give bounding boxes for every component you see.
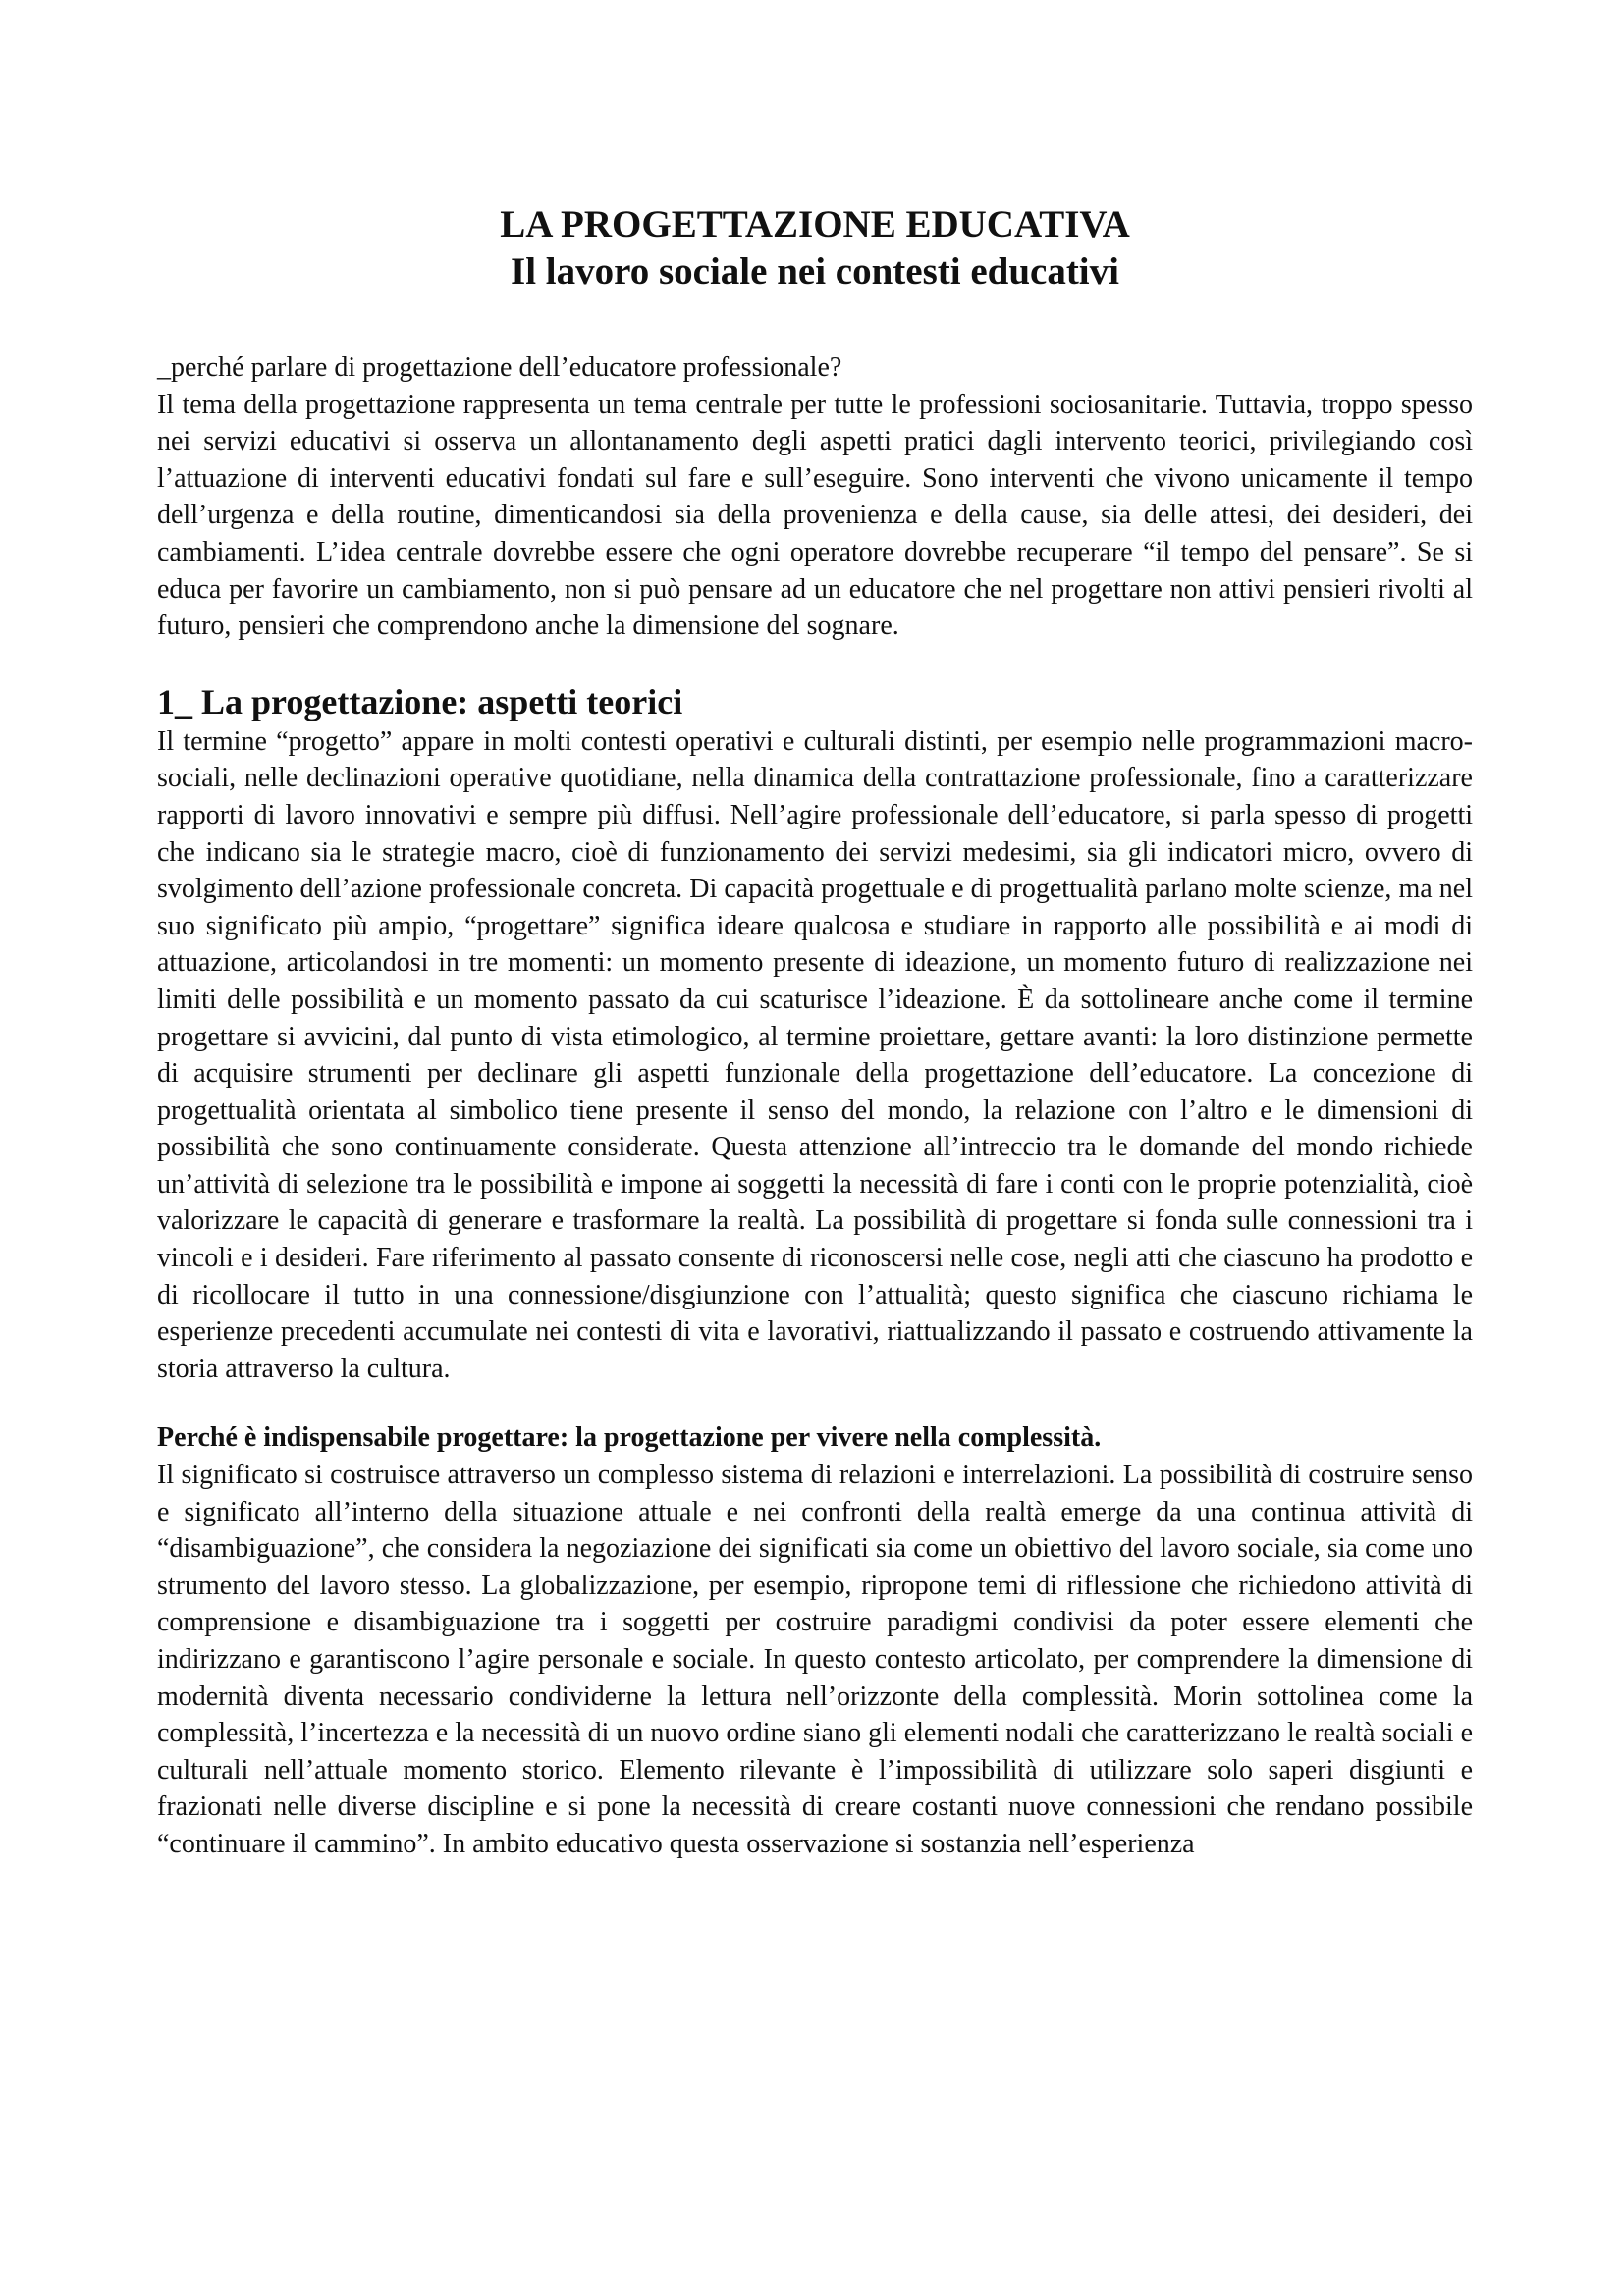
intro-paragraph: Il tema della progettazione rappresenta un tema centrale per tutte le professioni sociosanitarie. Tuttavia, troppo spesso nei servizi educativi si osserva un allontanamento degli aspetti pratici dagli intervento teorici, privilegiando così l’attuazione di interventi educativi fondati sul fare e sull’eseguire. Sono interventi che vivono unicamente il tempo dell’urgenza e della routine, dimenticandosi sia della provenienza e della cause, sia delle attesi, dei desideri, dei cambiamenti. L’idea centrale dovrebbe essere che ogni operatore dovrebbe recuperare “il tempo del pensare”. Se si educa per favorire un cambiamento, non si può pensare ad un educatore che nel progettare non attivi pensieri rivolti al futuro, pensieri che comprendono anche la dimensione del sognare.	[157, 389, 1473, 642]
intro-question: _perché parlare di progettazione dell’educatore professionale?	[157, 352, 842, 383]
section1-paragraph: Il termine “progetto” appare in molti contesti operativi e culturali distinti, per esempio nelle programmazioni macro-sociali, nelle declinazioni operative quotidiane, nella dinamica della contrattazione professionale, fino a caratterizzare rapporti di lavoro innovativi e sempre più diffusi. Nell’agire professionale dell’educatore, si parla spesso di progetti che indicano sia le strategie macro, cioè di funzionamento dei servizi medesimi, sia gli indicatori micro, ovvero di svolgimento dell’azione professionale concreta. Di capacità progettuale e di progettualità parlano molte scienze, ma nel suo significato più ampio, “progettare” significa ideare qualcosa e studiare in rapporto alle possibilità e ai modi di attuazione, articolandosi in tre momenti: un momento presente di ideazione, un momento futuro di realizzazione nei limiti delle possibilità e un momento passato da cui scaturisce l’ideazione. È da sottolineare anche come il termine progettare si avvicini, dal punto di vista etimologico, al termine proiettare, gettare avanti: la loro distinzione permette di acquisire strumenti per declinare gli aspetti funzionale della progettazione dell’educatore. La concezione di progettualità orientata al simbolico tiene presente il senso del mondo, la relazione con l’altro e le dimensioni di possibilità che sono continuamente considerate. Questa attenzione all’intreccio tra le domande del mondo richiede un’attività di selezione tra le possibilità e impone ai soggetti la necessità di fare i conti con le proprie potenzialità, cioè valorizzare le capacità di generare e trasformare la realtà. La possibilità di progettare si fonda sulle connessioni tra i vincoli e i desideri. Fare riferimento al passato consente di riconoscersi nelle cose, negli atti che ciascuno ha prodotto e di ricollocare il tutto in una connessione/disgiunzione con l’attualità; questo significa che ciascuno richiama le esperienze precedenti accumulate nei contesti di vita e lavorativi, riattualizzando il passato e costruendo attivamente la storia attraverso la cultura.	[157, 725, 1473, 1384]
section-heading-aspetti-teorici: 1_ La progettazione: aspetti teorici	[157, 681, 683, 721]
document-page	[157, 201, 1473, 1863]
section2-paragraph: Il significato si costruisce attraverso un complesso sistema di relazioni e interrelazioni. La possibilità di costruire senso e significato all’interno della situazione attuale e nei confronti della realtà emerge da una continua attività di “disambiguazione”, che considera la negoziazione dei significati sia come un obiettivo del lavoro sociale, sia come uno strumento del lavoro stesso. La globalizzazione, per esempio, ripropone temi di riflessione che richiedono attività di comprensione e disambiguazione tra i soggetti per costruire paradigmi condivisi da poter essere elementi che indirizzano e garantiscono l’agire personale e sociale. In questo contesto articolato, per comprendere la dimensione di modernità diventa necessario condividerne la lettura nell’orizzonte della complessità. Morin sottolinea come la complessità, l’incertezza e la necessità di un nuovo ordine siano gli elementi nodali che caratterizzano le realtà sociali e culturali nell’attuale momento storico. Elemento rilevante è l’impossibilità di utilizzare solo saperi disgiunti e frazionati nelle diverse discipline e si pone la necessità di creare costanti nuove connessioni che rendano possibile “continuare il cammino”. In ambito educativo questa osservazione si sostanzia nell’esperienza	[157, 1460, 1473, 1859]
document-subtitle: Il lavoro sociale nei contesti educativi	[511, 250, 1119, 293]
subsection-heading-complessita: Perché è indispensabile progettare: la progettazione per vivere nella complessità.	[157, 1422, 1102, 1454]
title-block	[157, 201, 1473, 295]
document-title: LA PROGETTAZIONE EDUCATIVA	[500, 203, 1130, 245]
